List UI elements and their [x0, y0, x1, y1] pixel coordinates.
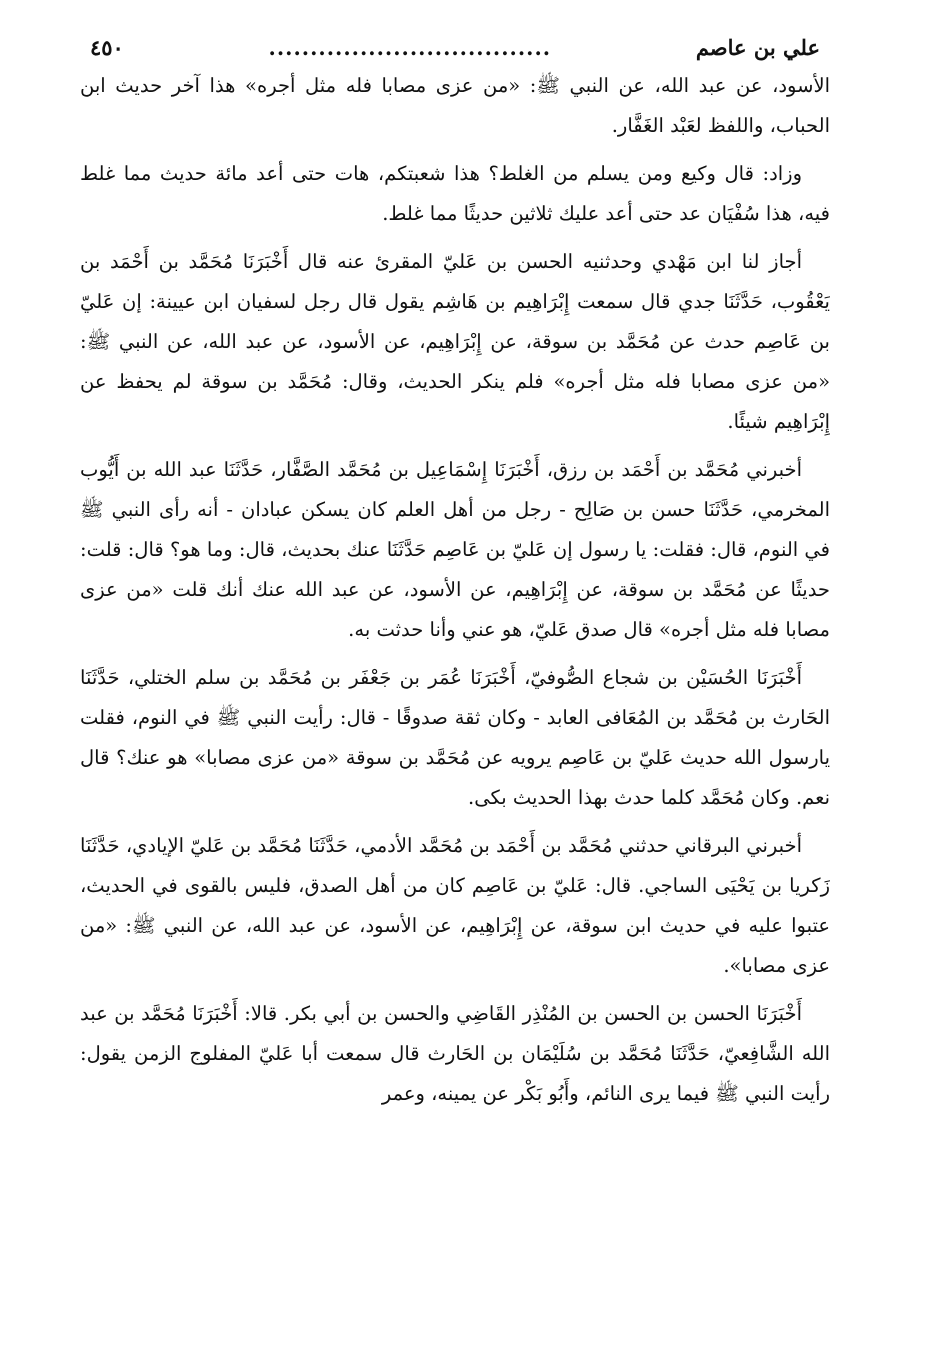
paragraph-6: أخبرني البرقاني حدثني مُحَمَّد بن أَحْمَد بن مُحَمَّد الأدمي، حَدَّثَنَا مُحَمَّد بن عَليّ الإيادي، حَدَّثَنَا زَكريا بن يَحْيَى الساجي. قال: عَليّ بن عَاصِم كان من أهل الصدق، فليس بالقوى في الحديث، عتبوا عليه في حديث ابن سوقة، عن إِبْرَاهِيم، عن الأسود، عن عبد الله، عن النبي ﷺ: «من عزى مصابا».: [80, 834, 830, 977]
page-number: ٤٥٠: [90, 35, 124, 60]
running-head: [80, 30, 830, 66]
paragraph-4: أخبرني مُحَمَّد بن أَحْمَد بن رزق، أَخْبَرَنَا إِسْمَاعِيل بن مُحَمَّد الصَّفَّار، حَدَّثَنَا عبد الله بن أَيُّوب المخرمي، حَدَّثَنَا حسن بن صَالِح - رجل من أهل العلم كان يسكن عبادان - أنه رأى النبي ﷺ في النوم، قال: فقلت: يا رسول إن عَليّ بن عَاصِم حَدَّثَنَا عنك بحديث، قال: وما هو؟ قال: قلت: حديثًا عن مُحَمَّد بن سوقة، عن إِبْرَاهِيم، عن الأسود، عن عبد الله عنك أنك قلت «من عزى مصابا فله مثل أجره» قال صدق عَليّ، هو عني وأنا حدثت به.: [80, 458, 830, 641]
paragraph-2: وزاد: قال وكيع ومن يسلم من الغلط؟ هذا شعبتكم، هات حتى أعد مائة حديث مما غلط فيه، هذا سُفْيَان عد حتى أعد عليك ثلاثين حديثًا مما غلط.: [80, 162, 830, 225]
paragraph-3: أجاز لنا ابن مَهْدي وحدثنيه الحسن بن عَليّ المقرئ عنه قال أَخْبَرَنَا مُحَمَّد بن أَحْمَد بن يَعْقُوب، حَدَّثَنَا جدي قال سمعت إِبْرَاهِيم بن هَاشِم يقول قال رجل لسفيان ابن عيينة: إن عَليّ بن عَاصِم حدث عن مُحَمَّد بن سوقة، عن إِبْرَاهِيم، عن الأسود، عن عبد الله، عن النبي ﷺ: «من عزى مصابا فله مثل أجره» فلم ينكر الحديث، وقال: مُحَمَّد بن سوقة لم يحفظ عن إِبْرَاهِيم شيئًا.: [80, 250, 830, 433]
paragraph-5: أَخْبَرَنَا الحُسَيْن بن شجاع الصُّوفيّ، أَخْبَرَنَا عُمَر بن جَعْفَر بن مُحَمَّد بن سلم الختلي، حَدَّثَنَا الحَارث بن مُحَمَّد بن المُعَافى العابد - وكان ثقة صدوقًا - قال: رأيت النبي ﷺ في النوم، فقلت يارسول الله حديث عَليّ بن عَاصِم يرويه عن مُحَمَّد بن سوقة «من عزى مصابا» هو عنك؟ قال نعم. وكان مُحَمَّد كلما حدث بهذا الحديث بكى.: [80, 666, 830, 809]
paragraph-1: الأسود، عن عبد الله، عن النبي ﷺ: «من عزى مصابا فله مثل أجره» هذا آخر حديث ابن الحباب، واللفظ لعَبْد الغَفَّار.: [80, 74, 830, 137]
leader-dots: ..................................: [268, 35, 552, 60]
book-page: [80, 30, 830, 1340]
paragraph-7: أَخْبَرَنَا الحسن بن الحسن بن المُنْذِر القَاضِي والحسن بن أبي بكر. قالا: أَخْبَرَنَا مُحَمَّد بن عبد الله الشَّافِعيّ، حَدَّثَنَا مُحَمَّد بن سُلَيْمَان بن الحَارث قال سمعت أبا عَليّ المفلوج الزمن يقول: رأيت النبي ﷺ فيما يرى النائم، وأَبُو بَكْر عن يمينه، وعمر: [80, 1002, 830, 1105]
chapter-title: علي بن عاصم: [695, 35, 820, 60]
